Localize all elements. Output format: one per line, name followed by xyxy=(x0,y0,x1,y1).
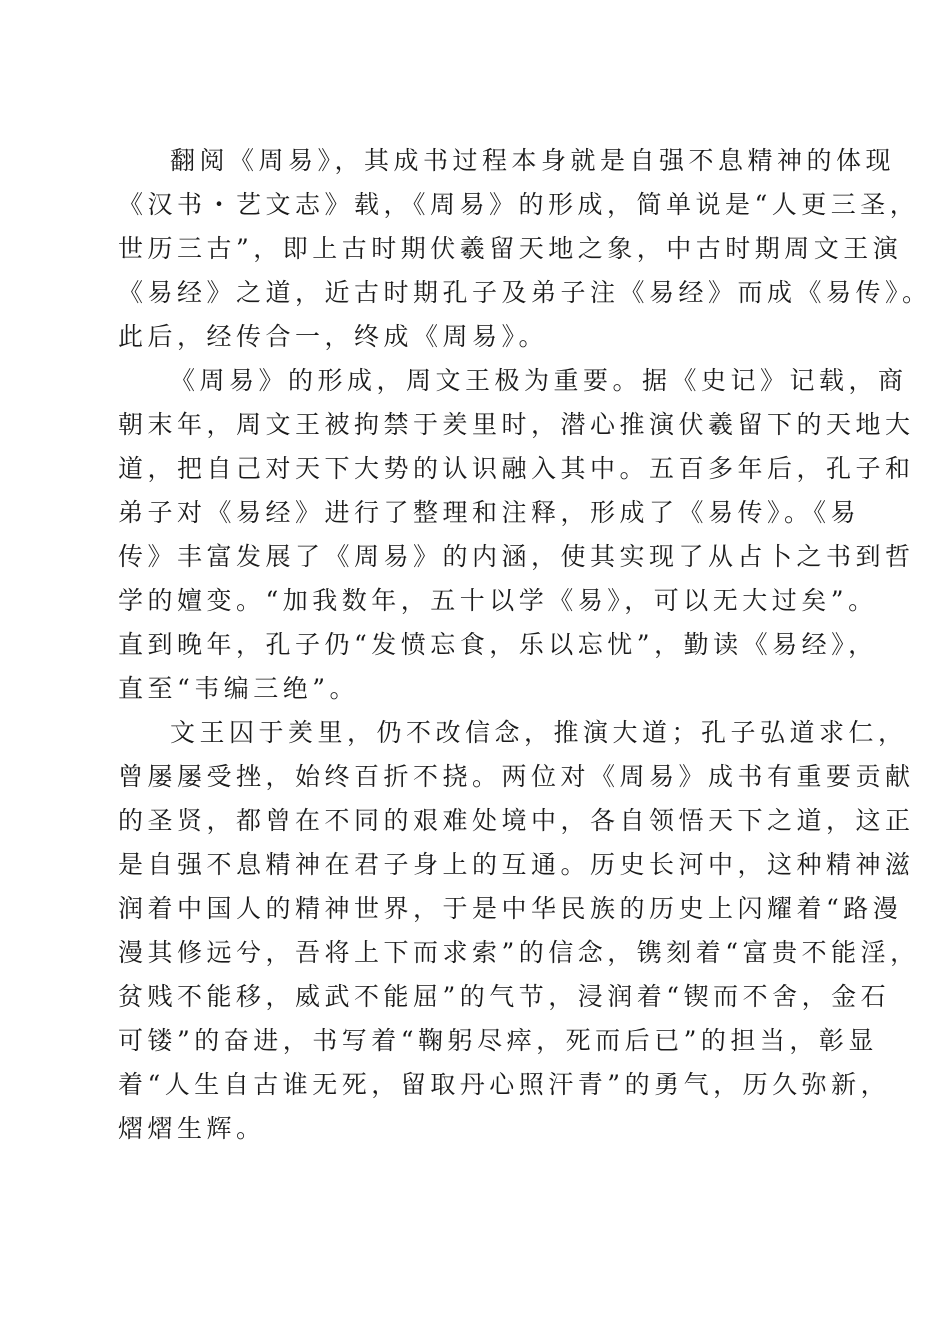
text-line: 朝末年，周文王被拘禁于羑里时，潜心推演伏羲留下的天地大 xyxy=(118,410,915,439)
text-line: 的圣贤，都曾在不同的艰难处境中，各自领悟天下之道，这正 xyxy=(118,806,915,835)
text-line: 直到晚年，孔子仍“发愤忘食，乐以忘忧”，勤读《易经》， xyxy=(118,630,878,659)
text-line: 此后，经传合一，终成《周易》。 xyxy=(118,322,549,351)
text-line: 熠熠生辉。 xyxy=(118,1114,266,1143)
text-line: 文王囚于羑里，仍不改信念，推演大道；孔子弘道求仁， xyxy=(170,718,908,747)
text-line: 道，把自己对天下大势的认识融入其中。五百多年后，孔子和 xyxy=(118,454,915,483)
text-line: 弟子对《易经》进行了整理和注释，形成了《易传》。《易 xyxy=(118,498,861,527)
text-line: 翻阅《周易》，其成书过程本身就是自强不息精神的体现 xyxy=(170,146,896,175)
text-line: 曾屡屡受挫，始终百折不挠。两位对《周易》成书有重要贡献 xyxy=(118,762,915,791)
text-line: 润着中国人的精神世界，于是中华民族的历史上闪耀着“路漫 xyxy=(118,894,903,923)
text-line: 《汉书・艺文志》载，《周易》的形成，简单说是“人更三圣， xyxy=(118,190,920,219)
text-line: 贫贱不能移，威武不能屈”的气节，浸润着“锲而不舍，金石 xyxy=(118,982,891,1011)
text-line: 是自强不息精神在君子身上的互通。历史长河中，这种精神滋 xyxy=(118,850,915,879)
text-line: 直至“韦编三绝”。 xyxy=(118,674,360,703)
text-line: 漫其修远兮，吾将上下而求索”的信念，镌刻着“富贵不能淫， xyxy=(118,938,920,967)
text-line: 世历三古”，即上古时期伏羲留天地之象，中古时期周文王演 xyxy=(118,234,903,263)
text-line: 《易经》之道，近古时期孔子及弟子注《易经》而成《易传》。 xyxy=(118,278,932,307)
text-line: 《周易》的形成，周文王极为重要。据《史记》记载，商 xyxy=(170,366,908,395)
text-line: 可镂”的奋进，书写着“鞠躬尽瘁，死而后已”的担当，彰显 xyxy=(118,1026,878,1055)
text-line: 学的嬗变。“加我数年，五十以学《易》，可以无大过矣”。 xyxy=(118,586,878,615)
text-line: 着“人生自古谁无死，留取丹心照汗青”的勇气，历久弥新， xyxy=(118,1070,891,1099)
text-line: 传》丰富发展了《周易》的内涵，使其实现了从占卜之书到哲 xyxy=(118,542,915,571)
